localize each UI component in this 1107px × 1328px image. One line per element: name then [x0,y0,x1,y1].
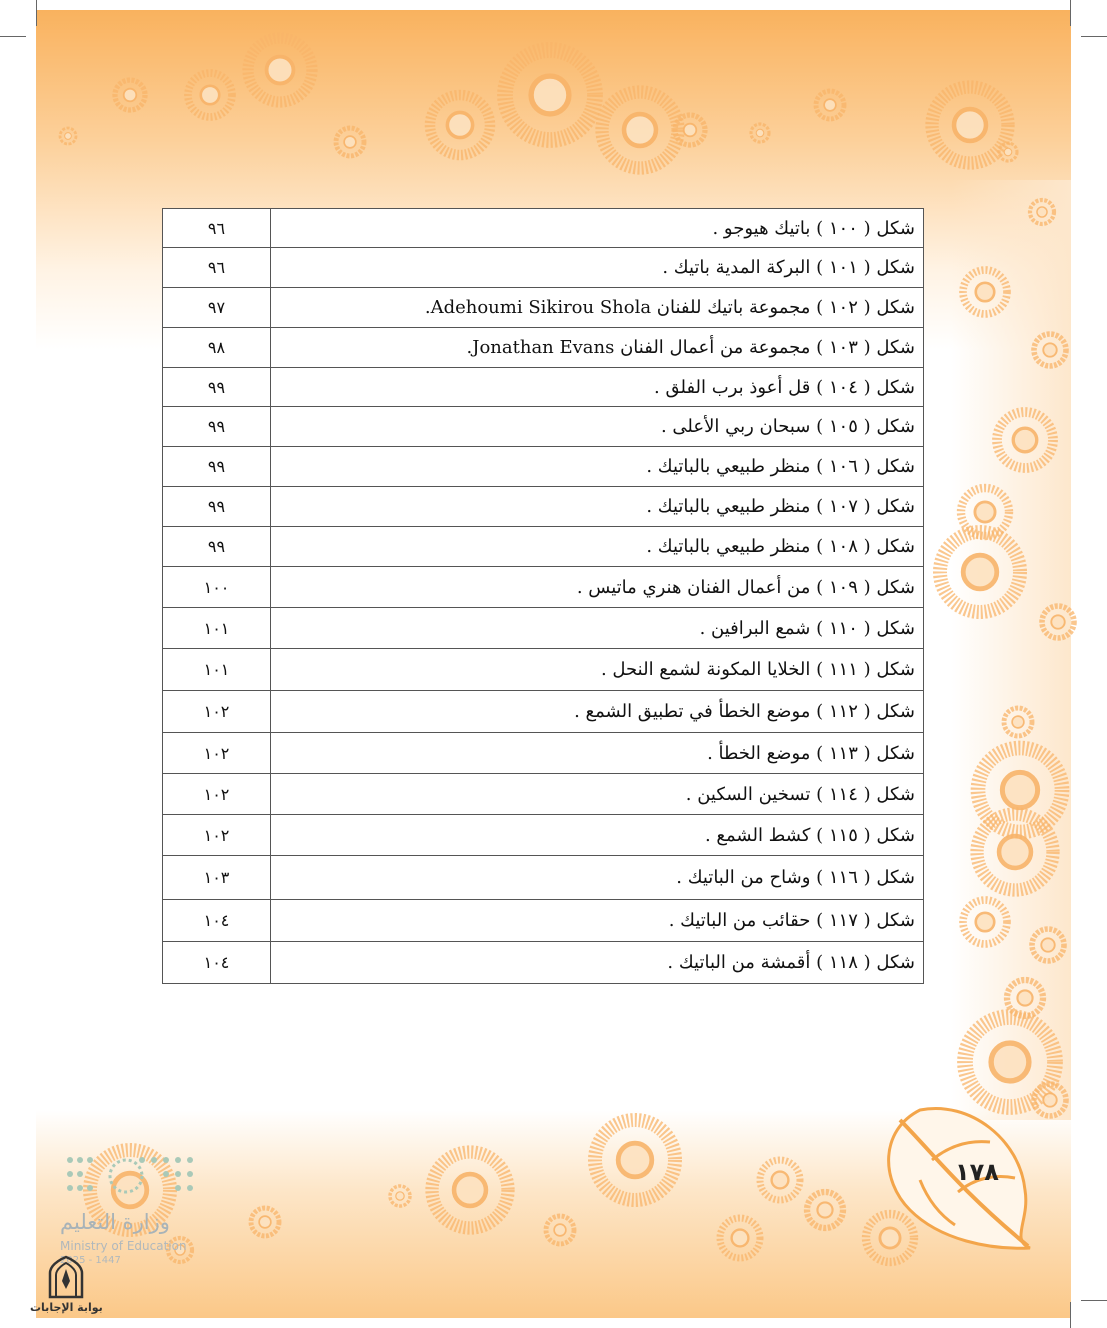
figure-caption: شكل ( ١٠٩ ) من أعمال الفنان هنري ماتيس . [271,567,924,608]
table-row [163,691,924,733]
flower-shape [807,1192,843,1228]
flower-shape [760,1160,800,1200]
flower-shape [751,124,769,142]
flower-shape [965,1017,1055,1107]
flower-shape [546,1216,574,1244]
flower-shape [115,80,145,110]
flower-shape [390,1186,410,1206]
table-row [163,774,924,815]
table-row [163,527,924,567]
figure-caption: شكل ( ١٠٠ ) باتيك هيوجو . [271,209,924,248]
figure-caption: شكل ( ١٠٥ ) سبحان ربي الأعلى . [271,407,924,447]
figure-caption: شكل ( ١١٠ ) شمع البرافين . [271,608,924,649]
figure-page: ٩٨ [163,328,271,368]
flower-shape [1004,708,1032,736]
figure-index-table [162,208,924,984]
flower-shape [336,128,364,156]
flower-shape [1032,929,1064,961]
flower-shape [251,1208,279,1236]
figure-page: ٩٦ [163,248,271,288]
figure-caption: شكل ( ١٠٧ ) منظر طبيعي بالباتيك . [271,487,924,527]
flower-shape [505,50,595,140]
figure-page: ١٠٤ [163,900,271,942]
table-row [163,942,924,984]
figure-caption: شكل ( ١١٦ ) وشاح من الباتيك . [271,856,924,900]
flower-shape [602,92,678,168]
table-row [163,209,924,248]
figure-page: ١٠٢ [163,774,271,815]
figure-caption: شكل ( ١١٧ ) حقائب من الباتيك . [271,900,924,942]
figure-page: ١٠١ [163,608,271,649]
ministry-name-ar: وزارة التعليم [60,1210,170,1234]
ministry-year: 2025 - 1447 [60,1255,121,1266]
flower-shape [816,91,844,119]
flower-shape [1034,334,1066,366]
table-row [163,608,924,649]
figure-caption: شكل ( ١١٤ ) تسخين السكين . [271,774,924,815]
figure-caption: شكل ( ١١٣ ) موضع الخطأ . [271,733,924,774]
flower-shape [430,95,490,155]
figure-caption: شكل ( ١١٨ ) أقمشة من الباتيك . [271,942,924,984]
flower-shape [60,128,76,144]
figure-page: ٩٧ [163,288,271,328]
flower-shape [595,1120,675,1200]
ministry-emblem-icon [62,1150,202,1205]
ministry-name-en: Ministry of Education [60,1239,187,1253]
flower-shape [720,1218,760,1258]
figure-page: ٩٩ [163,527,271,567]
flower-shape [188,73,232,117]
table-row [163,815,924,856]
figure-page: ١٠١ [163,649,271,691]
table-row [163,288,924,328]
table-row [163,248,924,288]
figure-page: ١٠٠ [163,567,271,608]
flower-shape [932,87,1008,163]
table-row [163,328,924,368]
table-row [163,567,924,608]
table-row [163,368,924,407]
figure-caption: شكل ( ١٠٣ ) مجموعة من أعمال الفنان Jonathan Evans. [271,328,924,368]
page-number: ١٧٨ [955,1158,999,1186]
table-row [163,487,924,527]
portal-pen-icon [44,1255,88,1299]
figure-caption: شكل ( ١٠٦ ) منظر طبيعي بالباتيك . [271,447,924,487]
flower-shape [940,532,1020,612]
figure-page: ٩٩ [163,368,271,407]
table-row [163,856,924,900]
flower-shape [963,270,1007,314]
figure-caption: شكل ( ١١٥ ) كشط الشمع . [271,815,924,856]
table-row [163,733,924,774]
figure-caption: شكل ( ١٠١ ) البركة المدية باتيك . [271,248,924,288]
figure-caption: شكل ( ١٠٢ ) مجموعة باتيك للفنان Adehoumi Sikirou Shola. [271,288,924,328]
figure-page: ١٠٢ [163,691,271,733]
figure-page: ٩٩ [163,407,271,447]
table-row [163,447,924,487]
figure-page: ١٠٢ [163,733,271,774]
table-row [163,407,924,447]
figure-page: ١٠٣ [163,856,271,900]
table-row [163,649,924,691]
figure-caption: شكل ( ١٠٨ ) منظر طبيعي بالباتيك . [271,527,924,567]
figure-caption: شكل ( ١١١ ) الخلايا المكونة لشمع النحل . [271,649,924,691]
table-row [163,900,924,942]
figure-caption: شكل ( ١١٢ ) موضع الخطأ في تطبيق الشمع . [271,691,924,733]
flower-shape [963,900,1007,944]
flower-shape [997,412,1053,468]
flower-shape [248,38,312,102]
figure-page: ٩٩ [163,447,271,487]
flower-shape [1042,606,1074,638]
figure-page: ١٠٢ [163,815,271,856]
figure-page: ٩٩ [163,487,271,527]
flower-shape [1030,200,1054,224]
figure-page: ٩٦ [163,209,271,248]
flower-shape [432,1152,508,1228]
portal-label: بوابة الإجابات [30,1301,103,1314]
flower-shape [977,814,1053,890]
figure-caption: شكل ( ١٠٤ ) قل أعوذ برب الفلق . [271,368,924,407]
figure-page: ١٠٤ [163,942,271,984]
